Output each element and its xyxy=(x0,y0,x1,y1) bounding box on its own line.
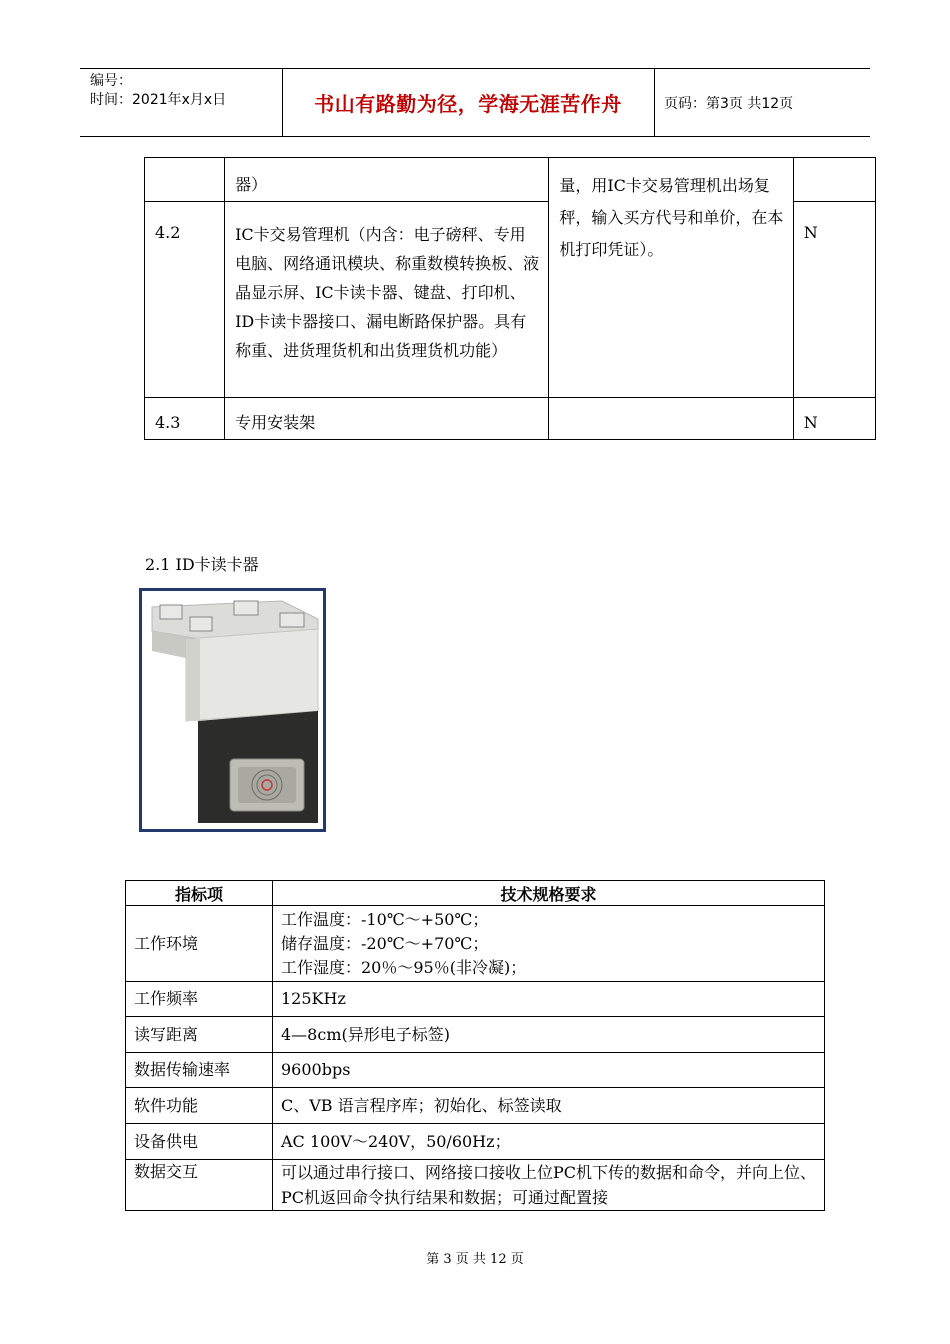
spec-value: 可以通过串行接口、网络接口接收上位PC机下传的数据和命令，并向上位、PC机返回命令执行结果和数据；可通过配置接 xyxy=(273,1160,825,1211)
table-cell-note xyxy=(549,398,793,440)
spec-key: 数据传输速率 xyxy=(126,1053,273,1088)
page-header xyxy=(80,68,870,137)
document-number-label: 编号： xyxy=(90,73,132,89)
table-row xyxy=(126,1088,825,1124)
spec-value: C、VB 语言程序库；初始化、标签读取 xyxy=(273,1088,825,1124)
card-reader-illustration xyxy=(142,591,323,829)
table-cell-desc: IC卡交易管理机（内含：电子磅秤、专用电脑、网络通讯模块、称重数模转换板、液晶显示屏、IC卡读卡器、键盘、打印机、ID卡读卡器接口、漏电断路保护器。具有称重、进货理货机和出货理货机功能） xyxy=(225,202,549,398)
equipment-table xyxy=(144,157,876,440)
table-cell-desc: 专用安装架 xyxy=(225,398,549,440)
spec-line: 工作温度：-10℃～+50℃； xyxy=(281,909,489,929)
table-row xyxy=(126,1053,825,1088)
header-info xyxy=(90,72,226,110)
spec-key: 设备供电 xyxy=(126,1124,273,1160)
section-title: 2.1 ID卡读卡器 xyxy=(145,555,259,574)
spec-value: 125KHz xyxy=(273,982,825,1017)
spec-value: 4—8cm(异形电子标签) xyxy=(273,1017,825,1053)
spec-line: 工作湿度：20％～95％(非冷凝)； xyxy=(281,957,527,977)
spec-key: 数据交互 xyxy=(126,1160,273,1211)
table-row xyxy=(126,906,825,982)
page-footer: 第 3 页 共 12 页 xyxy=(426,1252,524,1267)
table-cell-mark: N xyxy=(793,398,875,440)
spec-key: 软件功能 xyxy=(126,1088,273,1124)
spec-line: 储存温度：-20℃～+70℃； xyxy=(281,933,489,953)
spec-table xyxy=(125,880,825,1211)
table-row xyxy=(145,158,876,202)
spec-value: 9600bps xyxy=(273,1053,825,1088)
spec-value xyxy=(273,906,825,982)
header-page-label: 页码：第3页 共12页 xyxy=(664,96,794,112)
table-row xyxy=(126,982,825,1017)
spec-value: AC 100V～240V，50/60Hz； xyxy=(273,1124,825,1160)
table-row xyxy=(126,1017,825,1053)
table-header-row xyxy=(126,881,825,906)
table-cell-id xyxy=(145,158,225,202)
id-card-reader-photo xyxy=(139,588,326,832)
table-cell-id: 4.3 xyxy=(145,398,225,440)
table-cell-mark xyxy=(793,158,875,202)
table-cell-note-merged: 量，用IC卡交易管理机出场复秤，输入买方代号和单价，在本机打印凭证）。 xyxy=(549,158,793,398)
spec-key: 工作环境 xyxy=(126,906,273,982)
header-divider xyxy=(654,69,655,136)
table-row xyxy=(145,398,876,440)
table-row xyxy=(126,1124,825,1160)
table-cell-id: 4.2 xyxy=(145,202,225,398)
table-cell-mark: N xyxy=(793,202,875,398)
spec-key: 工作频率 xyxy=(126,982,273,1017)
table-row xyxy=(126,1160,825,1211)
column-header-spec: 技术规格要求 xyxy=(273,881,825,906)
spec-key: 读写距离 xyxy=(126,1017,273,1053)
document-time-label: 时间：2021年x月x日 xyxy=(90,92,227,108)
column-header-item: 指标项 xyxy=(126,881,273,906)
table-cell-desc: 器） xyxy=(225,158,549,202)
header-motto: 书山有路勤为径，学海无涯苦作舟 xyxy=(314,92,622,116)
